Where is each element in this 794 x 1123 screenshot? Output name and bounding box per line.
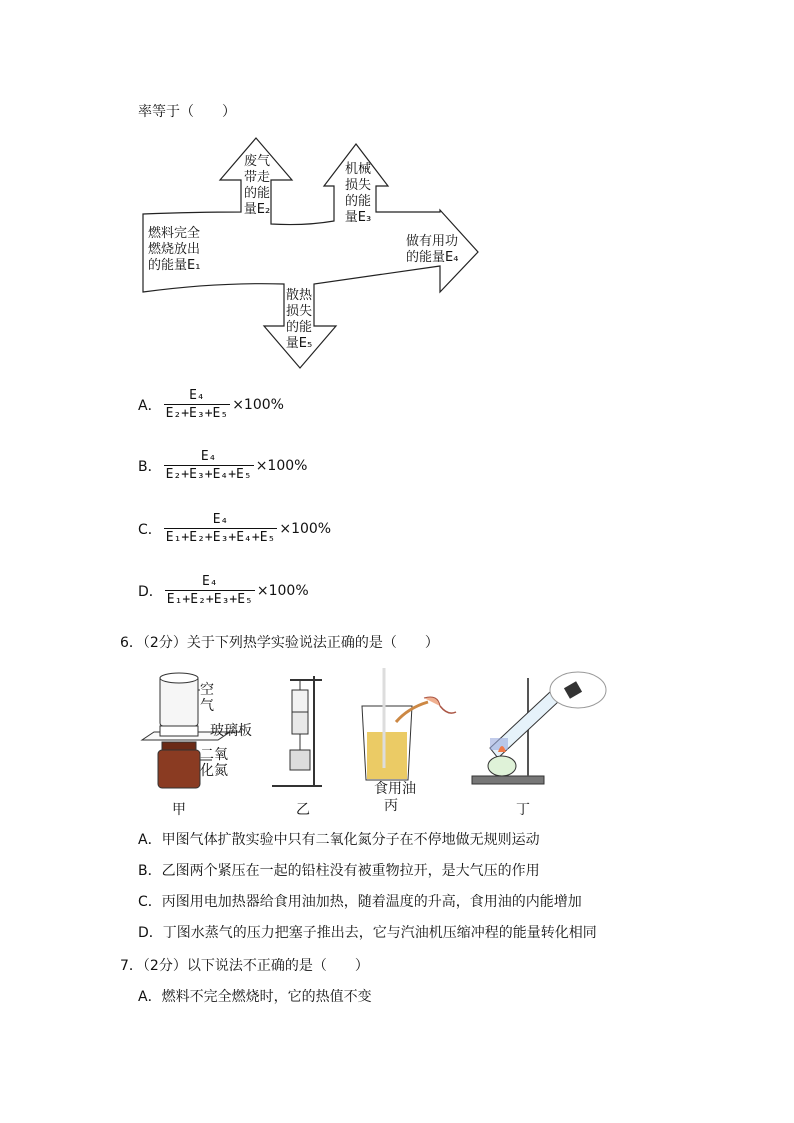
option-letter: A． [138,397,162,414]
fraction [164,388,231,421]
q5-option-d[interactable] [138,574,309,607]
steam-test-tube-apparatus [472,672,606,784]
q6-option-d[interactable]: D．丁图水蒸气的压力把塞子推出去，它与汽油机压缩冲程的能量转化相同 [138,925,597,941]
q7-option-a[interactable]: A．燃料不完全燃烧时，它的热值不变 [138,989,372,1005]
q6-option-b[interactable]: B．乙图两个紧压在一起的铅柱没有被重物拉开，是大气压的作用 [138,863,540,879]
numerator: E₄ [212,512,229,527]
energy-arrow-shape [143,138,438,224]
useful-work-label: 做有用功 的能量E₄ [406,234,459,265]
q5-option-c[interactable] [138,512,331,545]
denominator: E₁+E₂+E₃+E₅ [166,592,253,607]
caption-jia: 甲 [172,802,186,818]
fraction [164,512,278,545]
no2-label: 二氧 化氮 [200,747,228,779]
oil-heating-apparatus [362,668,456,780]
percent-suffix: ×100% [255,457,308,474]
fuel-energy-label: 燃料完全 燃烧放出 的能量E₁ [148,226,201,273]
numerator: E₄ [189,388,205,403]
percent-suffix: ×100% [279,520,332,537]
mechanical-loss-label: 机械 损失 的能 量E₃ [344,162,372,225]
heat-loss-label: 散热 损失 的能 量E₅ [285,288,313,351]
cooking-oil-label: 食用油 [374,781,416,797]
option-letter: D． [138,583,163,600]
air-label: 空 气 [200,682,214,714]
denominator: E₂+E₃+E₅ [165,406,229,421]
option-letter: B． [138,458,162,475]
option-letter: C． [138,521,162,538]
lead-cylinders-apparatus [272,676,322,786]
q7-stem: 7．（2分）以下说法不正确的是（ ） [120,958,369,974]
q5-stem-tail: 率等于（ ） [138,104,236,120]
caption-ding: 丁 [516,802,530,818]
q6-stem: 6．（2分）关于下列热学实验说法正确的是（ ） [120,635,439,651]
q6-option-c[interactable]: C．丙图用电加热器给食用油加热，随着温度的升高，食用油的内能增加 [138,894,582,910]
q6-experiment-figure [138,668,618,820]
denominator: E₂+E₃+E₄+E₅ [165,467,252,482]
fraction [165,574,255,607]
percent-suffix: ×100% [256,582,309,599]
q6-option-a[interactable]: A．甲图气体扩散实验中只有二氧化氮分子在不停地做无规则运动 [138,832,540,848]
exhaust-energy-label: 废气 带走 的能 量E₂ [243,154,271,217]
q5-option-a[interactable] [138,388,284,421]
energy-flow-diagram [138,132,483,372]
caption-yi: 乙 [296,802,310,818]
caption-bing: 丙 [384,798,398,814]
fraction [164,449,254,482]
numerator: E₄ [202,574,218,589]
arrow-outline [143,138,440,224]
q5-option-b[interactable] [138,449,307,482]
numerator: E₄ [200,449,217,464]
glass-plate-label: 玻璃板 [210,723,252,739]
denominator: E₁+E₂+E₃+E₄+E₅ [165,530,276,545]
percent-suffix: ×100% [232,396,284,413]
